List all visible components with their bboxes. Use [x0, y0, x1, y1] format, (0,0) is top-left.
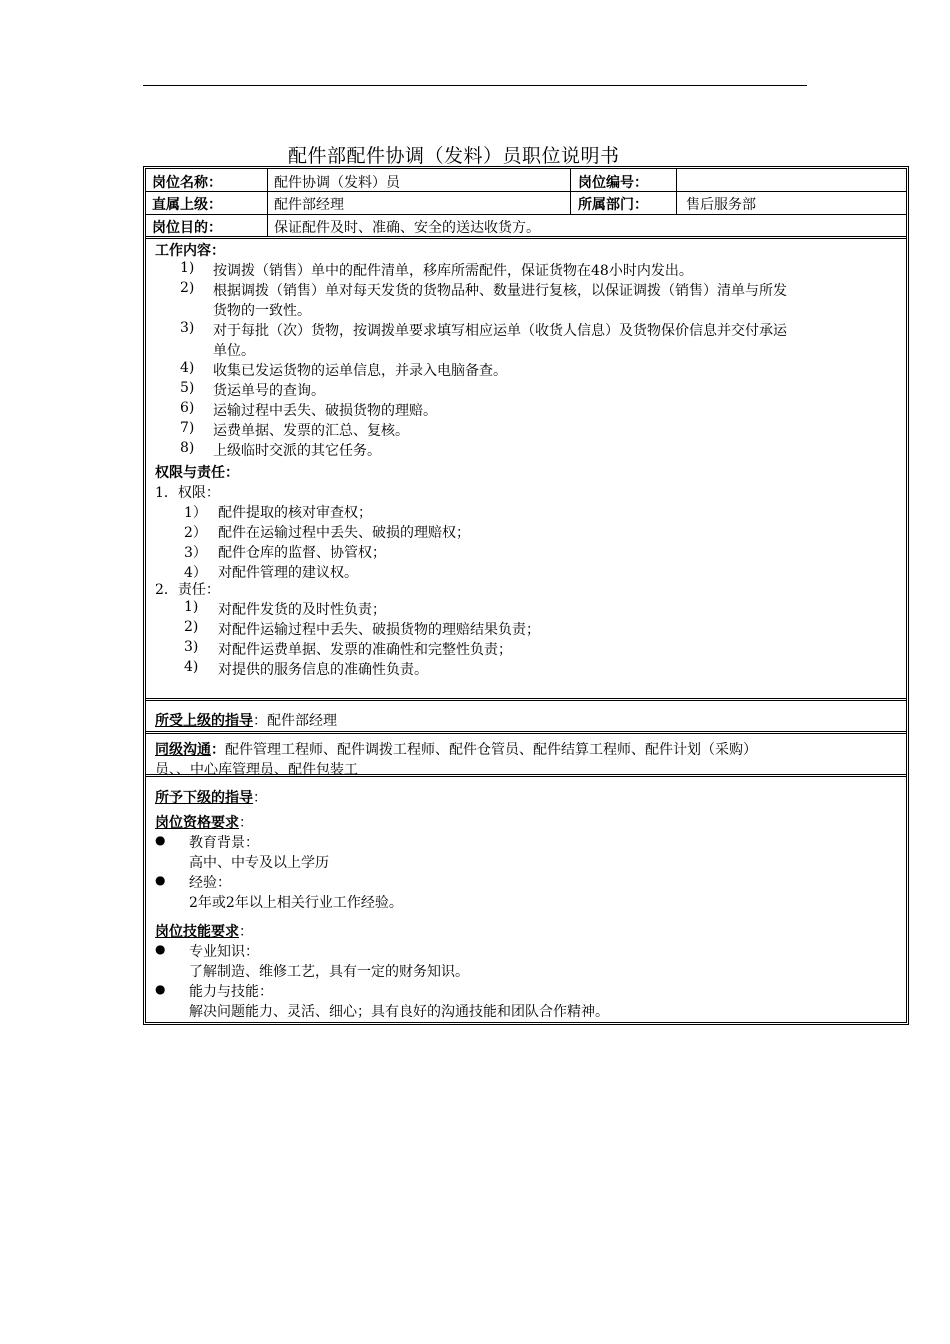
document-title: 配件部配件协调（发料）员职位说明书 [288, 145, 620, 167]
bullet-item-title: 经验： [189, 875, 231, 891]
department-label: 所属部门： [578, 197, 648, 213]
subordinate-label: 所予下级的指导 [155, 790, 253, 806]
work-item-number: 2) [180, 280, 195, 296]
peer-label: 同级沟通 [155, 742, 211, 758]
bullet-item-detail: 解决问题能力、灵活、细心；具有良好的沟通技能和团队合作精神。 [189, 1004, 609, 1020]
work-item-text: 根据调拨（销售）单对每天发货的货物品种、数量进行复核，以保证调拨（销售）清单与所发 [213, 283, 787, 299]
duty-item-text: 对配件运输过程中丢失、破损货物的理赔结果负责； [218, 622, 540, 638]
duty-item-text: 对配件运费单据、发票的准确性和完整性负责； [218, 642, 512, 658]
work-item-number: 1) [180, 260, 195, 276]
work-item-text: 对于每批（次）货物，按调拨单要求填写相应运单（收货人信息）及货物保价信息并交付承运 [213, 323, 787, 339]
guidance-sep: ： [253, 713, 267, 729]
work-item-text: 运费单据、发票的汇总、复核。 [213, 423, 409, 439]
peer-sep: ： [211, 742, 225, 758]
job-code-label: 岗位编号： [578, 175, 648, 191]
bullet-icon: ● [155, 942, 166, 956]
department-value: 售后服务部 [686, 197, 756, 213]
power-item-number: 3） [184, 545, 207, 561]
superior-label: 直属上级： [152, 197, 222, 213]
authority-heading: 权限与责任： [155, 465, 239, 481]
skills-sep: ： [239, 924, 253, 940]
header-rule [143, 85, 807, 86]
job-name-label: 岗位名称： [152, 175, 222, 191]
duty-item-text: 对提供的服务信息的准确性负责。 [218, 662, 428, 678]
duty-item-number: 2) [184, 619, 199, 635]
bullet-item-title: 教育背景： [189, 835, 259, 851]
subordinate-row [155, 787, 267, 807]
qualification-row [155, 812, 253, 832]
power-item-number: 2） [184, 525, 207, 541]
power-item-text: 对配件管理的建议权。 [218, 565, 358, 581]
duty-item-number: 3) [184, 639, 199, 655]
bullet-icon: ● [155, 873, 166, 887]
work-item-number: 5) [180, 380, 195, 396]
bullet-item-detail: 2年或2年以上相关行业工作经验。 [189, 895, 403, 911]
job-name-value: 配件协调（发料）员 [274, 175, 400, 191]
powers-title: 1．权限： [155, 485, 220, 501]
peer-row [155, 739, 757, 759]
peer-line2: 员、、中心库管理员、配件包装工 [155, 762, 358, 778]
bullet-item-title: 专业知识： [189, 944, 259, 960]
work-item-number: 8) [180, 440, 195, 456]
guidance-value: 配件部经理 [267, 713, 337, 729]
skills-label: 岗位技能要求 [155, 924, 239, 940]
qualification-sep: ： [239, 815, 253, 831]
power-item-text: 配件仓库的监督、协管权； [218, 545, 386, 561]
work-item-text: 收集已发运货物的运单信息，并录入电脑备查。 [213, 363, 507, 379]
qualification-label: 岗位资格要求 [155, 815, 239, 831]
power-item-text: 配件提取的核对审查权； [218, 505, 372, 521]
work-item-number: 6) [180, 400, 195, 416]
work-item-text: 货运单号的查询。 [213, 383, 325, 399]
superior-value: 配件部经理 [274, 197, 344, 213]
purpose-label: 岗位目的： [152, 220, 222, 236]
work-item-text: 上级临时交派的其它任务。 [213, 443, 381, 459]
work-item-number: 3) [180, 320, 195, 336]
peer-line1: 配件管理工程师、配件调拨工程师、配件仓管员、配件结算工程师、配件计划（采购） [225, 742, 757, 758]
work-item-text: 按调拨（销售）单中的配件清单，移库所需配件，保证货物在48小时内发出。 [213, 263, 693, 279]
row-divider [146, 698, 906, 701]
bullet-item-detail: 高中、中专及以上学历 [189, 855, 329, 871]
bullet-item-title: 能力与技能： [189, 984, 273, 1000]
work-item-number: 7) [180, 420, 195, 436]
col-divider [267, 169, 268, 237]
row-divider [146, 774, 906, 777]
skills-row [155, 921, 253, 941]
purpose-value: 保证配件及时、准确、安全的送达收货方。 [274, 220, 540, 236]
work-heading: 工作内容： [155, 243, 225, 259]
row-divider [146, 214, 906, 215]
power-item-text: 配件在运输过程中丢失、破损的理赔权； [218, 525, 470, 541]
row-divider [146, 191, 906, 192]
bullet-item-detail: 了解制造、维修工艺，具有一定的财务知识。 [189, 964, 469, 980]
power-item-number: 4） [184, 565, 207, 581]
bullet-icon: ● [155, 982, 166, 996]
work-item-number: 4) [180, 360, 195, 376]
duties-title: 2．责任： [155, 582, 220, 598]
subordinate-sep: ： [253, 790, 267, 806]
guidance-label: 所受上级的指导 [155, 713, 253, 729]
job-description-table [143, 166, 909, 1025]
row-divider [146, 731, 906, 734]
guidance-row [155, 710, 337, 730]
duty-item-text: 对配件发货的及时性负责； [218, 602, 386, 618]
bullet-icon: ● [155, 833, 166, 847]
work-item-text: 货物的一致性。 [213, 303, 311, 319]
work-item-text: 运输过程中丢失、破损货物的理赔。 [213, 403, 437, 419]
work-item-text: 单位。 [213, 343, 255, 359]
duty-item-number: 1) [184, 599, 199, 615]
power-item-number: 1） [184, 505, 207, 521]
duty-item-number: 4) [184, 659, 199, 675]
